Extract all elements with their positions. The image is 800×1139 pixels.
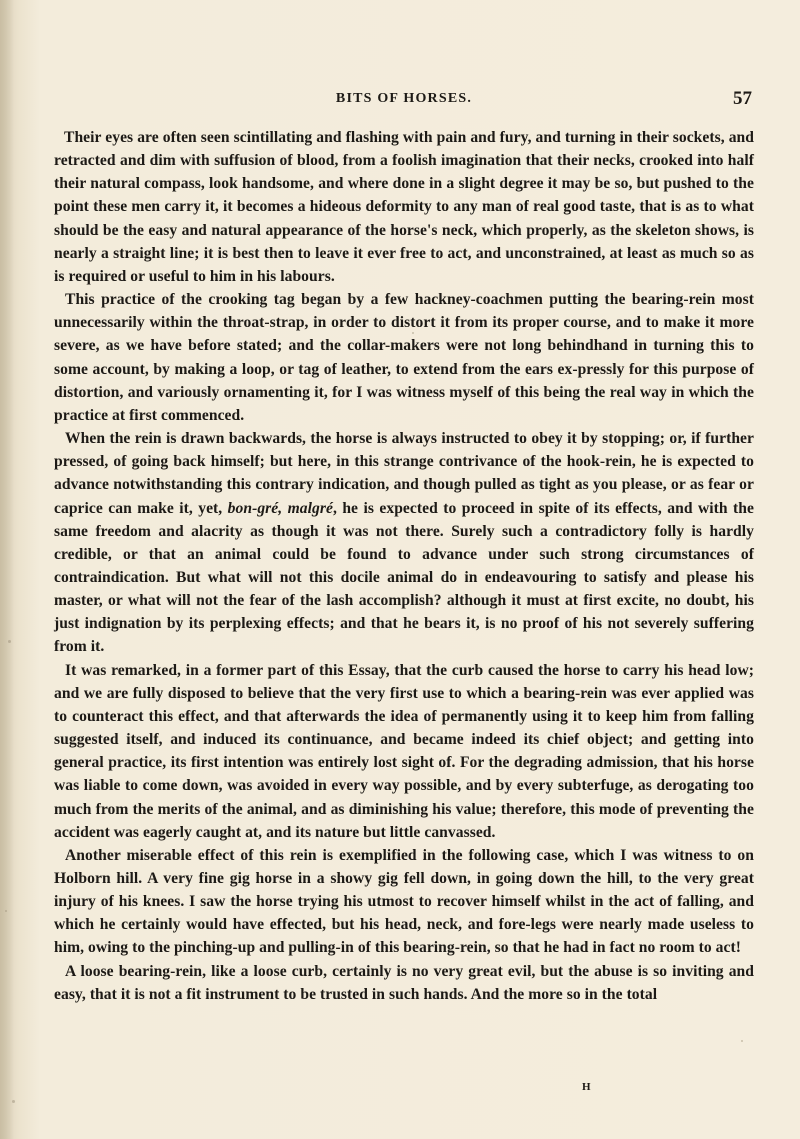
page-header <box>54 88 754 111</box>
paragraph: Their eyes are often seen scintillating and flashing with pain and fury, and turning in their sockets, and retracted and dim with suffusion of blood, from a foolish imagination that their necks, crooked into half their natural compass, look handsome, and where done in a slight degree it may be so, but pushed to the point these men carry it, it becomes a hideous deformity to any man of real good taste, that is as to what should be the easy and natural appearance of the horse's neck, which properly, as the skeleton shows, is nearly a straight line; it is best then to leave it ever free to act, and unconstrained, at least as much so as is required or useful to him in his labours. <box>54 129 754 285</box>
running-head: BITS OF HORSES. <box>335 91 473 106</box>
paper-speck <box>5 910 7 912</box>
paper-speck <box>12 1100 15 1103</box>
paragraph: It was remarked, in a former part of this Essay, that the curb caused the horse to carry his head low; and we are fully disposed to believe that the very first use to which a bearing-rein was ever applied was to counteract this effect, and that afterwards the idea of permanently using it to keep him from falling suggested itself, and induced its continuance, and became indeed its chief object; and getting into general practice, its first intention was entirely lost sight of. For the degrading admission, that his horse was liable to come down, was avoided in every way possible, and by every subterfuge, as derogating too much from the merits of the animal, and as diminishing his value; therefore, this mode of preventing the accident was eagerly caught at, and its nature but little canvassed. <box>54 661 754 841</box>
paper-speck <box>412 332 414 334</box>
paragraph-text: When the rein is drawn backwards, the horse is always instructed to obey it by stopping; or, if further pressed, of going back himself; but here, in this strange contrivance of the hook-rein, he is expected to advance notwithstanding this contrary indication, and though pulled as tight as you please, or as fear or caprice can make it, yet, bon-gré, malgré, he is expected to proceed in spite of its effects, and with the same freedom and alacrity as though it was not there. Surely such a contradictory folly is hardly credible, or that an animal could be found to advance under such strong circumstances of contraindication. But what will not this docile animal do in endeavouring to satisfy and please his master, or what will not the fear of the lash accomplish? although it must at first excite, no doubt, his just indignation by its perplexing effects; and that he bears it, is no proof of his not severely suffering from it. <box>54 430 754 656</box>
signature-mark: H <box>582 1081 592 1093</box>
paragraph <box>54 427 754 659</box>
italic-phrase: bon-gré, malgré <box>227 499 333 517</box>
paragraph: Another miserable effect of this rein is exemplified in the following case, which I was witness to on Holborn hill. A very fine gig horse in a showy gig fell down, in going down the hill, to the very great injury of his knees. I saw the horse trying his utmost to recover himself whilst in the act of falling, and which he certainly would have effected, but his head, neck, and fore-legs were nearly made useless to him, owing to the pinching-up and pulling-in of this bearing-rein, so that he had in fact no room to act! <box>54 846 754 957</box>
paper-speck <box>8 640 11 643</box>
body-text <box>54 126 754 1006</box>
paper-speck <box>741 1040 743 1042</box>
page-number: 57 <box>733 88 752 109</box>
paragraph: This practice of the crooking tag began by a few hackney-coachmen putting the bearing-rein most unnecessarily within the throat-strap, in order to distort it from its proper course, and to make it more severe, as we have before stated; and the collar-makers were not long behindhand in turning this to some account, by making a loop, or tag of leather, to extend from the ears ex-pressly for this purpose of distortion, and variously ornamenting it, for I was witness myself of this being the real way in which the practice at first commenced. <box>54 291 754 424</box>
gutter-shadow <box>0 0 14 1139</box>
paragraph: A loose bearing-rein, like a loose curb, certainly is no very great evil, but the abuse is so inviting and easy, that it is not a fit instrument to be trusted in such hands. And the more so in the total <box>54 962 754 1003</box>
